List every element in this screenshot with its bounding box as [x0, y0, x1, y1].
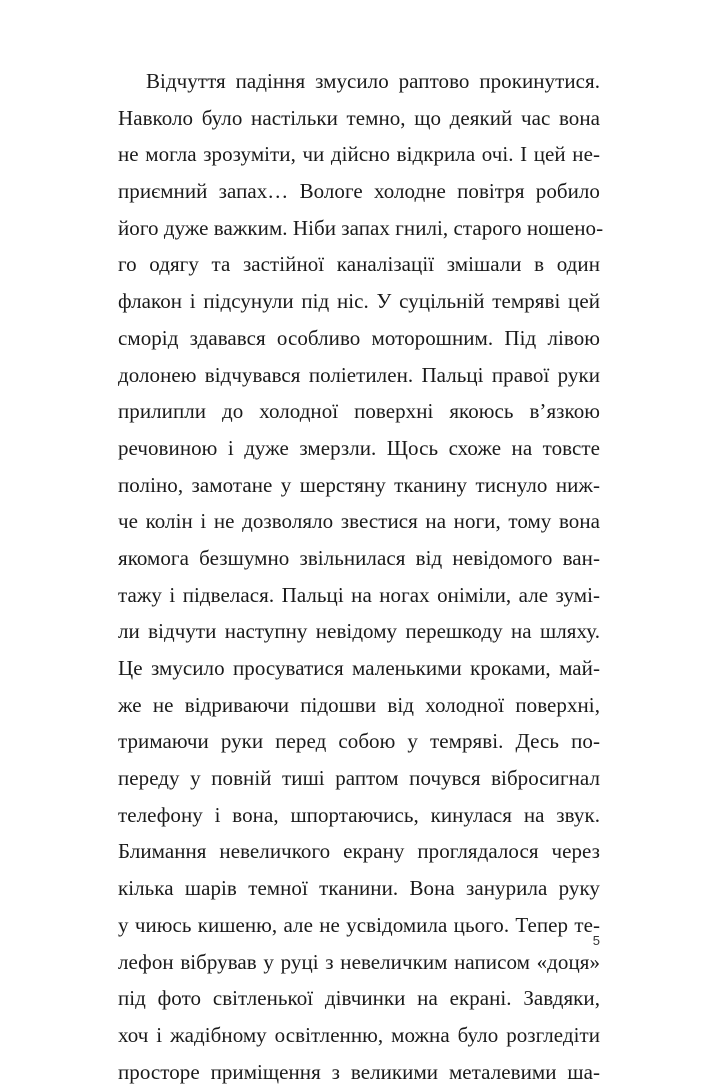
- text-line: під фото світленької дівчинки на екрані. Завдяки,: [118, 986, 600, 1011]
- text-line: кілька шарів темної тканини. Вона занурила руку: [118, 876, 600, 901]
- text-line: хоч і жадібному освітленню, можна було розгледіти: [118, 1022, 600, 1047]
- text-line: тримаючи руки перед собою у темряві. Десь по-: [118, 729, 600, 754]
- text-line: сморід здавався особливо моторошним. Під лівою: [118, 325, 600, 350]
- text-line: у чиюсь кишеню, але не усвідомила цього. Тепер те-: [118, 912, 600, 937]
- text-line: тажу і підвелася. Пальці на ногах оніміли, але зумі-: [118, 582, 600, 607]
- text-line: речовиною і дуже змерзли. Щось схоже на товсте: [118, 435, 600, 460]
- text-line: поліно, замотане у шерстяну тканину тиснуло ниж-: [118, 472, 600, 497]
- text-line: че колін і не дозволяло звестися на ноги, тому вона: [118, 509, 600, 534]
- text-line: якомога безшумно звільнилася від невідомого ван-: [118, 545, 600, 570]
- text-line: Навколо було настільки темно, що деякий час вона: [118, 105, 600, 130]
- text-line: прилипли до холодної поверхні якоюсь в’язкою: [118, 399, 600, 424]
- body-paragraph: [118, 63, 604, 1090]
- text-line: флакон і підсунули під ніс. У суцільній темряві цей: [118, 289, 600, 314]
- text-line: ли відчути наступну невідому перешкоду на шляху.: [118, 619, 600, 644]
- page-number: 5: [592, 933, 600, 948]
- text-line: його дуже важким. Ніби запах гнилі, старого ношено-: [118, 215, 604, 240]
- text-line: телефону і вона, шпортаючись, кинулася на звук.: [118, 802, 600, 827]
- text-line: го одягу та застійної каналізації змішали в один: [118, 252, 600, 277]
- text-line: переду у повній тиші раптом почувся вібросигнал: [118, 766, 600, 791]
- text-line: же не відриваючи підошви від холодної поверхні,: [118, 692, 600, 717]
- text-line: Це змусило просуватися маленькими кроками, май-: [118, 656, 600, 680]
- text-line: просторе приміщення з великими металевими ша-: [118, 1059, 600, 1084]
- text-line: приємний запах… Вологе холодне повітря робило: [118, 179, 600, 204]
- text-line: Блимання невеличкого екрану проглядалося через: [118, 839, 600, 864]
- text-line: не могла зрозуміти, чи дійсно відкрила очі. І цей не-: [118, 142, 600, 167]
- text-line: лефон вібрував у руці з невеличким написом «доця»: [118, 949, 600, 974]
- text-line: Відчуття падіння змусило раптово прокинутися.: [146, 69, 600, 93]
- text-line: долонею відчувався поліетилен. Пальці правої руки: [118, 362, 600, 387]
